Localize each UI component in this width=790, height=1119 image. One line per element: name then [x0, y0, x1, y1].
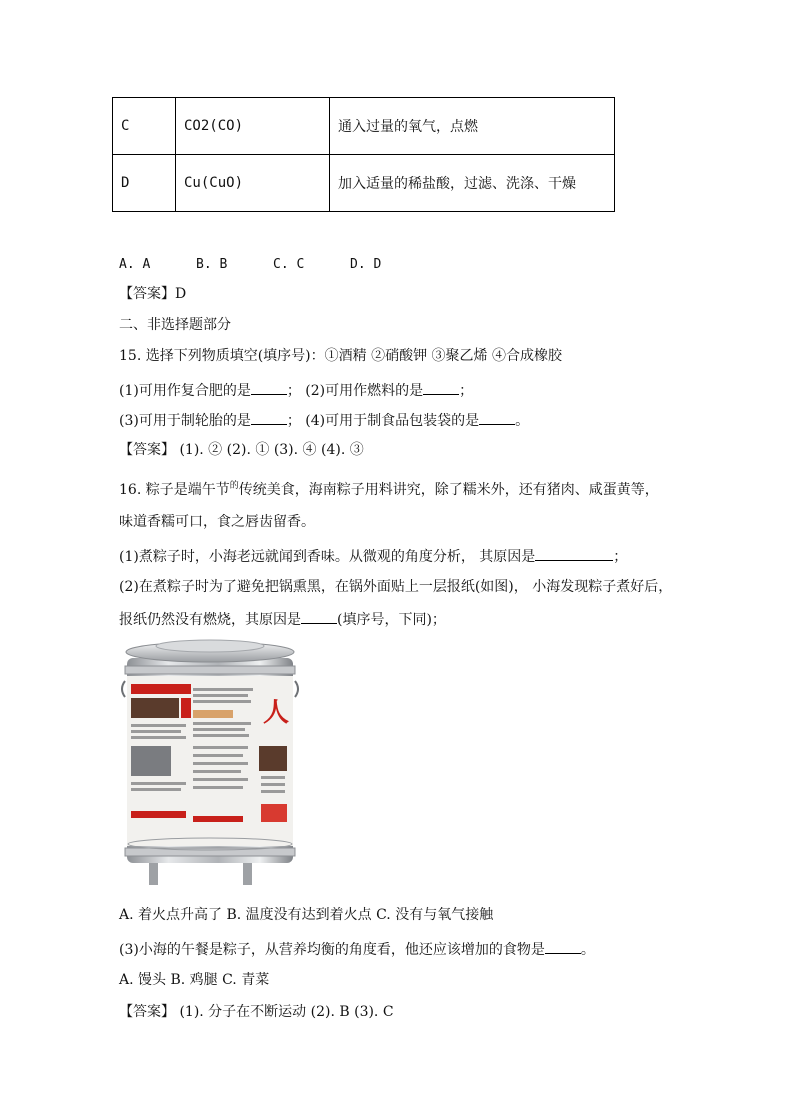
q16-answer: 【答案】 (1). 分子在不断运动 (2). B (3). C: [119, 1004, 394, 1020]
q15-stem: 15. 选择下列物质填空(填序号)：①酒精 ②硝酸钾 ③聚乙烯 ④合成橡胶: [119, 348, 562, 364]
q15-part2-end: ；: [459, 383, 474, 399]
table-cell-method: 通入过量的氧气，点燃: [330, 98, 615, 155]
q16-part2-text: 报纸仍然没有燃烧，其原因是: [119, 612, 301, 628]
options-table: [112, 97, 615, 212]
q16-part1-text: (1)煮粽子时，小海老远就闻到香味。从微观的角度分析， 其原因是: [119, 549, 536, 565]
table-row: [113, 155, 615, 212]
q15-answer: 【答案】 (1). ② (2). ① (3). ④ (4). ③: [119, 442, 364, 458]
q16-part1: [119, 546, 627, 566]
q16-stem-small: 的: [229, 481, 239, 491]
table-row: [113, 98, 615, 155]
answer-blank: [479, 410, 515, 425]
q16-part2-line2: [119, 609, 446, 629]
q16-part3-text: (3)小海的午餐是粽子，从营养均衡的角度看，他还应该增加的食物是: [119, 942, 545, 958]
table-cell-option: D: [113, 155, 176, 212]
choice-b: B. B: [196, 257, 228, 272]
answer-blank: [545, 939, 581, 954]
q16-stem: [119, 481, 659, 499]
table-cell-option: C: [113, 98, 176, 155]
q16-part1-end: ；: [613, 549, 628, 565]
newspaper: [127, 676, 293, 846]
q16-stem-part2: 传统美食，海南粽子用料讲究，除了糯米外，还有猪肉、咸蛋黄等，: [238, 482, 659, 498]
answer-blank: [301, 609, 337, 624]
q15-part1: (1)可用作复合肥的是: [119, 383, 251, 399]
q15-part4-end: 。: [515, 413, 530, 429]
choice-a: A. A: [119, 257, 151, 272]
answer-blank: [251, 380, 287, 395]
table-cell-substance: CO2(CO): [176, 98, 330, 155]
q15-part3: (3)可用于制轮胎的是: [119, 413, 251, 429]
lid-top: [156, 640, 264, 652]
table-cell-method: 加入适量的稀盐酸，过滤、洗涤、干燥: [330, 155, 615, 212]
q15-line1: [119, 380, 473, 400]
q16-stem-part1: 16. 粽子是端午节: [119, 482, 230, 498]
pot-with-newspaper-image: [121, 636, 299, 890]
answer-blank: [535, 546, 613, 561]
leg: [243, 861, 252, 885]
choice-c: C. C: [273, 257, 305, 272]
answer-blank: [423, 380, 459, 395]
table-cell-substance: Cu(CuO): [176, 155, 330, 212]
bottom-ring: [125, 848, 295, 856]
leg: [149, 861, 158, 885]
q16-options-2: A. 着火点升高了 B. 温度没有达到着火点 C. 没有与氧气接触: [119, 907, 494, 923]
newspaper-headline: 人: [263, 698, 290, 728]
section-heading: 二、非选择题部分: [119, 317, 231, 333]
choice-d: D. D: [350, 257, 382, 272]
q14-answer: 【答案】D: [119, 286, 187, 302]
q16-part2-end: (填序号，下同)；: [337, 612, 446, 628]
q15-part4: ； (4)可用于制食品包装袋的是: [286, 413, 480, 429]
q16-part2: (2)在煮粽子时为了避免把锅熏黑，在锅外面贴上一层报纸(如图)， 小海发现粽子煮好后，: [119, 579, 673, 595]
q15-part2: ； (2)可用作燃料的是: [286, 383, 424, 399]
q15-line2: [119, 410, 529, 430]
q16-options-3: A. 馒头 B. 鸡腿 C. 青菜: [119, 972, 270, 988]
q16-part3-end: 。: [580, 942, 595, 958]
q16-part3: [119, 939, 595, 959]
top-ring: [125, 666, 295, 674]
q16-stem-line2: 味道香糯可口，食之唇齿留香。: [119, 514, 315, 530]
answer-blank: [251, 410, 287, 425]
